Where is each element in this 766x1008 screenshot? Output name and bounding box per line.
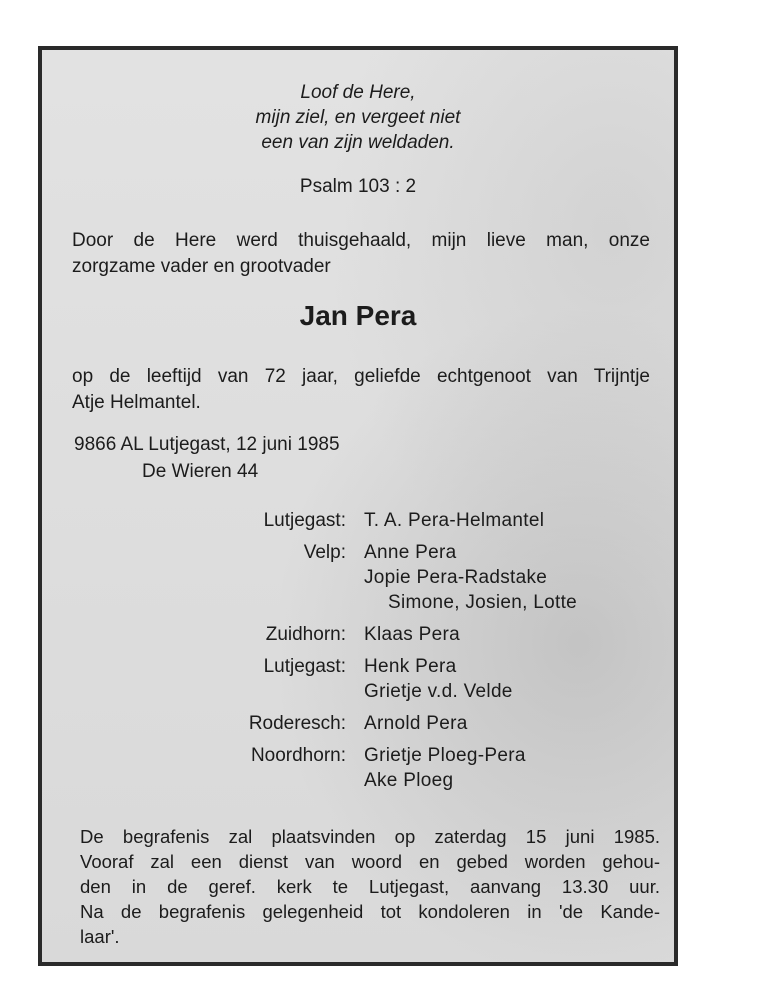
family-place: Noordhorn: [250,745,346,766]
psalm-reference: Psalm 103 : 2 [299,176,417,197]
bible-verse [42,80,674,155]
family-member: Anne Pera [364,542,457,563]
family-member: Ake Ploeg [364,770,454,791]
funeral-line-5: laar'. [80,926,120,947]
intro-text [72,228,650,280]
funeral-line-2: Vooraf zal een dienst van woord en gebed worden gehou- [80,851,660,872]
family-member: Grietje Ploeg-Pera [364,745,526,766]
age-line-1: op de leeftijd van 72 jaar, geliefde echtgenoot van Trijntje [72,366,650,387]
obituary-card [38,46,678,966]
verse-line-3: een van zijn weldaden. [261,132,455,153]
family-member: Henk Pera [364,656,457,677]
funeral-line-4: Na de begrafenis gelegenheid tot kondoleren in 'de Kande- [80,901,660,922]
family-member: Jopie Pera-Radstake [364,567,548,588]
age-line-2: Atje Helmantel. [72,392,201,413]
funeral-notice [80,824,660,949]
family-place: Zuidhorn: [265,624,346,645]
family-member: Arnold Pera [364,713,468,734]
intro-line-1: Door de Here werd thuisgehaald, mijn lieve man, onze [72,230,650,251]
age-text [72,364,650,416]
funeral-line-1: De begrafenis zal plaatsvinden op zaterdag 15 juni 1985. [80,826,660,847]
grandchildren: Simone, Josien, Lotte [388,592,578,613]
funeral-line-3: den in de geref. kerk te Lutjegast, aanvang 13.30 uur. [80,876,660,897]
address-line-2: De Wieren 44 [142,461,259,482]
family-member: Klaas Pera [364,624,460,645]
family-place: Lutjegast: [263,510,346,531]
verse-line-2: mijn ziel, en vergeet niet [255,107,461,128]
family-member: Grietje v.d. Velde [364,681,513,702]
family-place: Velp: [303,542,346,563]
family-place: Lutjegast: [263,656,346,677]
family-member: T. A. Pera-Helmantel [364,510,545,531]
family-place: Roderesch: [248,713,346,734]
address-line-1: 9866 AL Lutjegast, 12 juni 1985 [74,434,340,455]
deceased-name: Jan Pera [299,300,417,331]
intro-line-2: zorgzame vader en grootvader [72,256,331,277]
verse-line-1: Loof de Here, [300,82,416,103]
